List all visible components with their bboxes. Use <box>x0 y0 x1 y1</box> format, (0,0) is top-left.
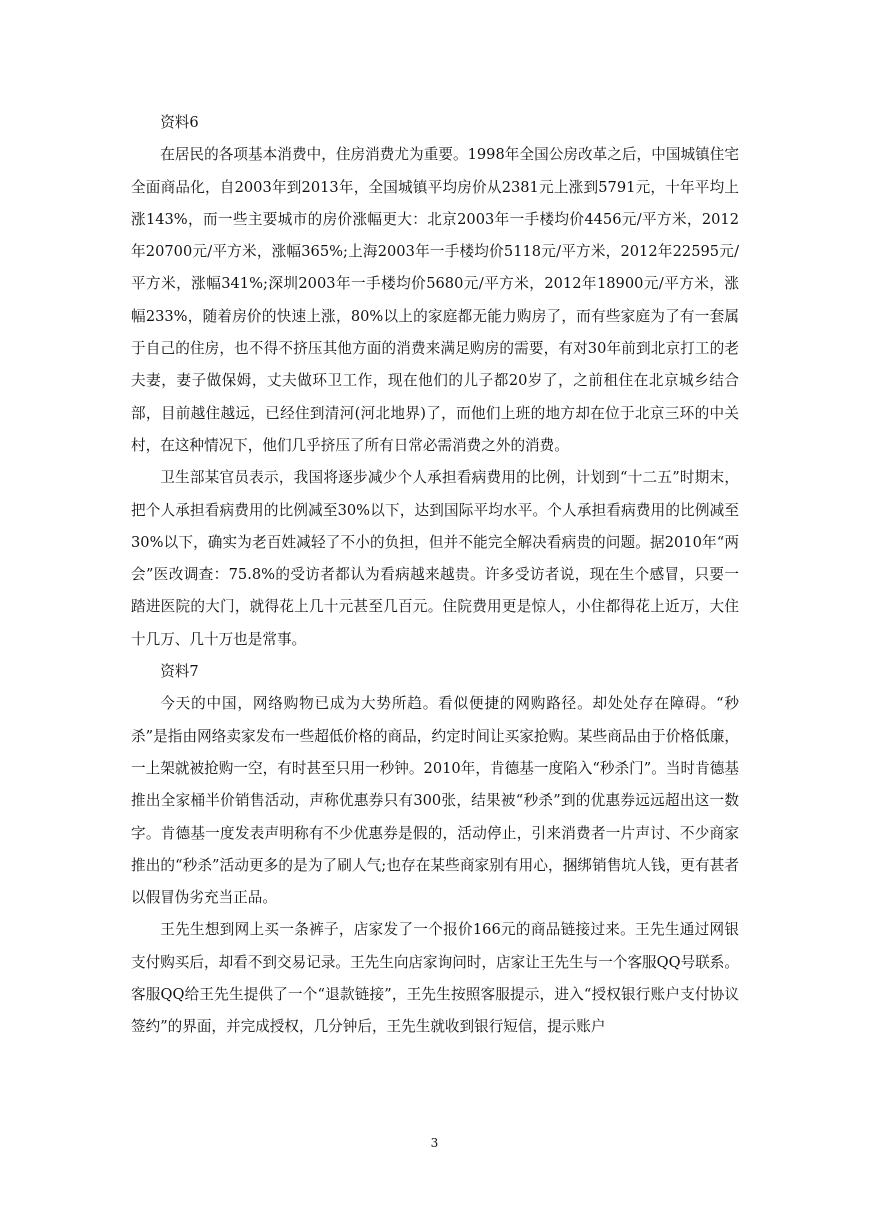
section-heading-7: 资料7 <box>160 663 199 681</box>
paragraph-online-shopping: 今天的中国，网络购物已成为大势所趋。看似便捷的网购路径。却处处存在障碍。“秒杀”是指由网络卖家发布一些超低价格的商品，约定时间让买家抢购。某些商品由于价格低廉，一上架就被抢购一空，有时甚至只用一秒钟。2010年，肯德基一度陷入“秒杀门”。当时肯德基推出全家桶半价销售活动，声称优惠券只有300张，结果被“秒杀”到的优惠券远远超出这一数字。肯德基一度发表声明称有不少优惠券是假的，活动停止，引来消费者一片声讨、不少商家推出的“秒杀”活动更多的是为了刷人气;也存在某些商家别有用心，捆绑销售坑人钱，更有甚者以假冒伪劣充当正品。 <box>131 695 739 907</box>
page-number: 3 <box>430 1136 439 1150</box>
paragraph-medical: 卫生部某官员表示，我国将逐步减少个人承担看病费用的比例，计划到“十二五”时期末，把个人承担看病费用的比例减至30%以下，达到国际平均水平。个人承担看病费用的比例减至30%以下，确实为老百姓减轻了不小的负担，但并不能完全解决看病贵的问题。据2010年“两会”医改调查：75.8%的受访者都认为看病越来越贵。许多受访者说，现在生个感冒，只要一踏进医院的大门，就得花上几十元甚至几百元。住院费用更是惊人，小住都得花上近万，大住十几万、几十万也是常事。 <box>131 469 739 648</box>
paragraph-mr-wang: 王先生想到网上买一条裤子，店家发了一个报价166元的商品链接过来。王先生通过网银支付购买后，却看不到交易记录。王先生向店家询问时，店家让王先生与一个客服QQ号联系。客服QQ给王先生提供了一个“退款链接”，王先生按照客服提示，进入“授权银行账户支付协议签约”的界面，并完成授权，几分钟后，王先生就收到银行短信，提示账户 <box>131 921 739 1036</box>
document-body <box>131 107 739 1044</box>
section-heading-6: 资料6 <box>160 114 199 131</box>
paragraph-housing: 在居民的各项基本消费中，住房消费尤为重要。1998年全国公房改革之后，中国城镇住宅全面商品化，自2003年到2013年，全国城镇平均房价从2381元上涨到5791元，十年平均上涨143%，而一些主要城市的房价涨幅更大：北京2003年一手楼均价4456元/平方米，2012年20700元/平方米，涨幅365%;上海2003年一手楼均价5118元/平方米，2012年22595元/平方米，涨幅341%;深圳2003年一手楼均价5680元/平方米，2012年18900元/平方米，涨幅233%，随着房价的快速上涨，80%以上的家庭都无能力购房了，而有些家庭为了有一套属于自己的住房，也不得不挤压其他方面的消费来满足购房的需要，有对30年前到北京打工的老夫妻，妻子做保姆，丈夫做环卫工作，现在他们的儿子都20岁了，之前租住在北京城乡结合部，目前越住越远，已经住到清河(河北地界)了，而他们上班的地方却在位于北京三环的中关村，在这种情况下，他们几乎挤压了所有日常必需消费之外的消费。 <box>131 146 739 454</box>
